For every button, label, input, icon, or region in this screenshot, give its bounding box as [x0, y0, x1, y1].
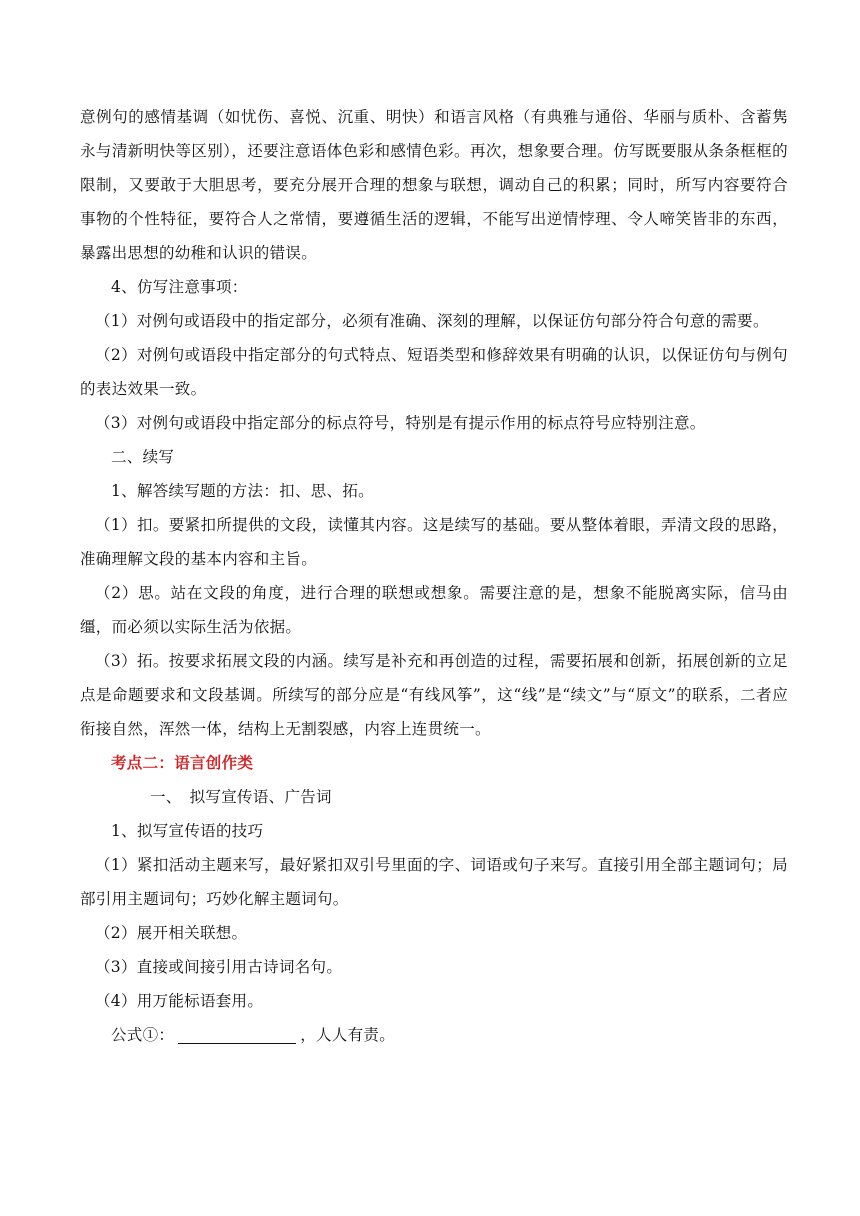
fill-in-blank	[178, 1025, 296, 1044]
section-heading-slogans: 一、 拟写宣传语、广告词	[150, 788, 332, 806]
paragraph-method-kou: （1）扣。要紧扣所提供的文段，读懂其内容。这是续写的基础。要从整体着眼，弄清文段的思路，准确理解文段的基本内容和主旨。	[80, 516, 788, 568]
paragraph-method-si: （2）思。站在文段的角度，进行合理的联想或想象。需要注意的是，想象不能脱离实际，信马由缰，而必须以实际生活为依据。	[80, 584, 788, 636]
paragraph-technique-2: （2）展开相关联想。	[95, 924, 248, 942]
paragraph-technique-1: （1）紧扣活动主题来写，最好紧扣双引号里面的字、词语或句子来写。直接引用全部主题词句；局部引用主题词句；巧妙化解主题词句。	[80, 856, 788, 908]
paragraph-precaution-2: （2）对例句或语段中指定部分的句式特点、短语类型和修辞效果有明确的认识，以保证仿句与例句的表达效果一致。	[80, 346, 788, 398]
paragraph-imitation-notes: 意例句的感情基调（如忧伤、喜悦、沉重、明快）和语言风格（有典雅与通俗、华丽与质朴、含蓄隽永与清新明快等区别），还要注意语体色彩和感情色彩。再次，想象要合理。仿写既要服从条条框框的限制，又要敢于大胆思考，要充分展开合理的想象与联想，调动自己的积累；同时，所写内容要符合事物的个性特征，要符合人之常情，要遵循生活的逻辑，不能写出逆情悖理、令人啼笑皆非的东西，暴露出思想的幼稚和认识的错误。	[80, 108, 788, 262]
paragraph-technique-4: （4）用万能标语套用。	[95, 992, 264, 1010]
paragraph-technique-3: （3）直接或间接引用古诗词名句。	[95, 958, 343, 976]
paragraph-imitation-precautions-title: 4、仿写注意事项：	[111, 278, 248, 296]
formula-label: 公式①：	[111, 1026, 175, 1044]
paragraph-slogan-techniques: 1、拟写宣传语的技巧	[111, 822, 264, 840]
formula-line	[80, 1018, 788, 1052]
formula-tail: ，人人有责。	[300, 1026, 396, 1044]
paragraph-precaution-3: （3）对例句或语段中指定部分的标点符号，特别是有提示作用的标点符号应特别注意。	[95, 414, 706, 432]
exam-point-heading: 考点二：语言创作类	[111, 753, 254, 772]
paragraph-method-tuo: （3）拓。按要求拓展文段的内涵。续写是补充和再创造的过程，需要拓展和创新，拓展创新的立足点是命题要求和文段基调。所续写的部分应是“有线风筝”，这“线”是“续文”与“原文”的联系，二者应衔接自然，浑然一体，结构上无割裂感，内容上连贯统一。	[80, 652, 788, 738]
section-heading-continuation: 二、续写	[111, 448, 175, 466]
paragraph-precaution-1: （1）对例句或语段中的指定部分，必须有准确、深刻的理解，以保证仿句部分符合句意的需要。	[95, 312, 769, 330]
paragraph-continuation-methods: 1、解答续写题的方法：扣、思、拓。	[111, 482, 374, 500]
